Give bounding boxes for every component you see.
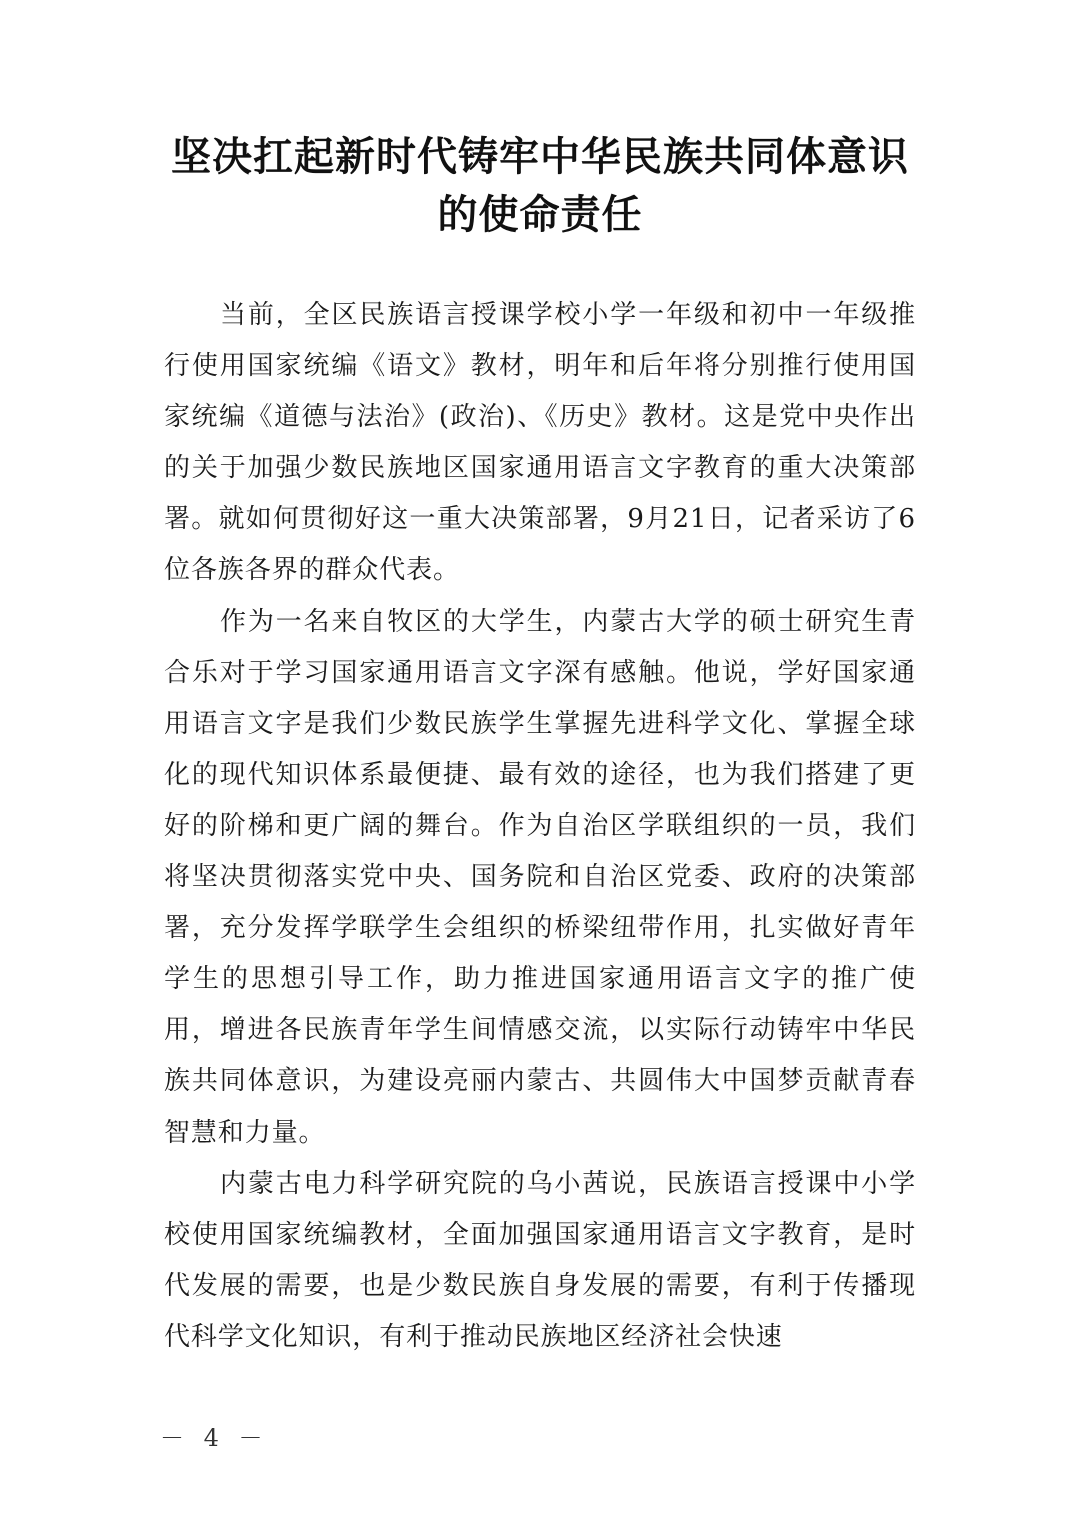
paragraph-3: 内蒙古电力科学研究院的乌小茜说，民族语言授课中小学校使用国家统编教材，全面加强国家通用语言文字教育，是时代发展的需要，也是少数民族自身发展的需要，有利于传播现代科学文化知识，有利于推动民族地区经济社会快速 (164, 1168, 916, 1352)
article-body (164, 290, 916, 1363)
page-number: － 4 － (160, 1424, 269, 1452)
paragraph-2: 作为一名来自牧区的大学生，内蒙古大学的硕士研究生青合乐对于学习国家通用语言文字深有感触。他说，学好国家通用语言文字是我们少数民族学生掌握先进科学文化、掌握全球化的现代知识体系最便捷、最有效的途径，也为我们搭建了更好的阶梯和更广阔的舞台。作为自治区学联组织的一员，我们将坚决贯彻落实党中央、国务院和自治区党委、政府的决策部署，充分发挥学联学生会组织的桥梁纽带作用，扎实做好青年学生的思想引导工作，助力推进国家通用语言文字的推广使用，增进各民族青年学生间情感交流，以实际行动铸牢中华民族共同体意识，为建设亮丽内蒙古、共圆伟大中国梦贡献青春智慧和力量。 (164, 606, 916, 1148)
page-title (120, 128, 960, 244)
title-line-1: 坚决扛起新时代铸牢中华民族共同体意识 (171, 133, 909, 180)
title-line-2: 的使命责任 (437, 191, 643, 238)
paragraph-1: 当前，全区民族语言授课学校小学一年级和初中一年级推行使用国家统编《语文》教材，明年和后年将分别推行使用国家统编《道德与法治》(政治)、《历史》教材。这是党中央作出的关于加强少数民族地区国家通用语言文字教育的重大决策部署。就如何贯彻好这一重大决策部署，9月21日，记者采访了6位各族各界的群众代表。 (164, 300, 916, 586)
